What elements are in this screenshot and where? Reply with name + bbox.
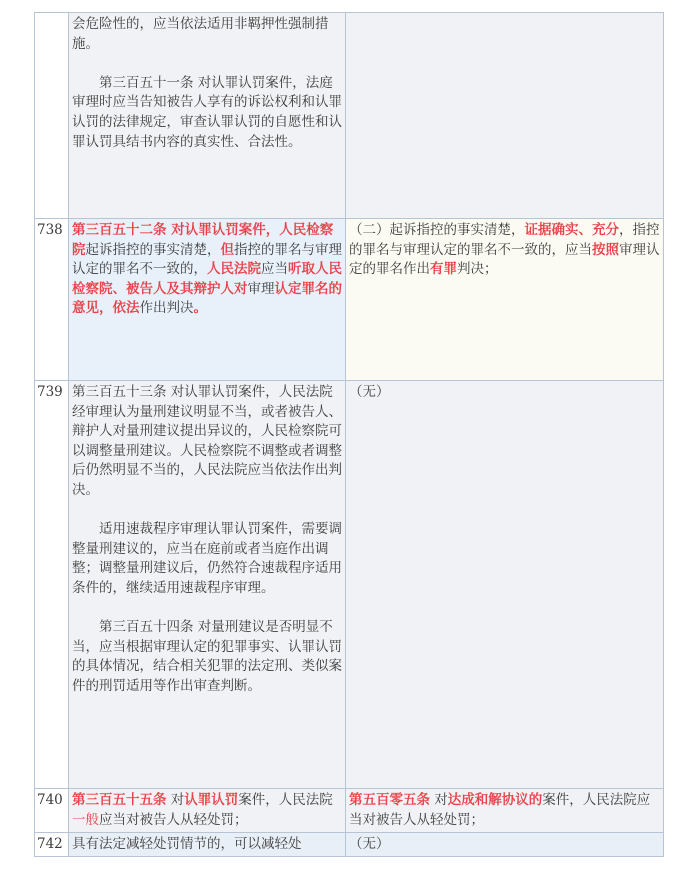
old-text-cell bbox=[69, 13, 346, 219]
old-text-cell: 具有法定减轻处罚情节的，可以减轻处 bbox=[69, 833, 346, 857]
old-text-cell bbox=[69, 381, 346, 789]
row-number: 742 bbox=[35, 833, 69, 857]
highlight-text: 证据确实、充分 bbox=[524, 222, 619, 238]
row-number: 739 bbox=[35, 381, 69, 789]
highlight-text: 有罪 bbox=[430, 261, 457, 278]
table-row bbox=[35, 789, 664, 833]
highlight-text: 但 bbox=[220, 241, 234, 258]
highlight-text: 按照 bbox=[592, 241, 619, 258]
law-comparison-table bbox=[34, 12, 664, 857]
text-segment: 对 bbox=[166, 792, 185, 808]
comparison-table-container bbox=[34, 12, 661, 857]
paragraph: 第三百五十一条 对认罪认罚案件，法庭审理时应当告知被告人享有的诉讼权利和认罪认罚的法律规定，审查认罪认罚的自愿性和认罪认罚具结书内容的真实性、合法性。 bbox=[72, 74, 342, 150]
highlight-text: 认罪认罚 bbox=[184, 792, 239, 808]
old-text-cell bbox=[69, 219, 346, 381]
row-number: 738 bbox=[35, 219, 69, 381]
table-row bbox=[35, 219, 664, 381]
highlight-text: 一般 bbox=[72, 811, 99, 828]
paragraph: 适用速裁程序审理认罪认罚案件，需要调整量刑建议的，应当在庭前或者当庭作出调整；调整量刑建议后，仍然符合速裁程序适用条件的，继续适用速裁程序审理。 bbox=[72, 521, 342, 596]
old-text-cell bbox=[69, 789, 346, 833]
table-row bbox=[35, 381, 664, 789]
new-text-cell: （无） bbox=[346, 381, 664, 789]
text-segment: 审理认定的罪名作出 bbox=[349, 241, 660, 278]
text-segment: 应当对被告人从轻处罚； bbox=[99, 811, 248, 828]
new-text-cell bbox=[346, 219, 664, 381]
text-segment: 判决； bbox=[457, 261, 498, 278]
highlight-text: 第三百五十二条 对认罪认罚案件，人民检察院 bbox=[72, 222, 334, 258]
table-row bbox=[35, 13, 664, 219]
new-text-cell bbox=[346, 13, 664, 219]
highlight-text: 第五百零五条 bbox=[349, 792, 430, 808]
text-segment: 对 bbox=[430, 792, 448, 808]
text-segment: 应当 bbox=[261, 261, 288, 278]
text-segment: 审理 bbox=[247, 280, 275, 297]
row-number bbox=[35, 13, 69, 219]
text-segment: 起诉指控的事实清楚， bbox=[389, 222, 525, 238]
highlight-text: 第三百五十五条 bbox=[72, 792, 167, 808]
text-segment: 起诉指控的事实清楚， bbox=[85, 241, 221, 258]
paragraph: 第三百五十四条 对量刑建议是否明显不当，应当根据审理认定的犯罪事实、认罪认罚的具体情况，结合相关犯罪的法定刑、类似案件的刑罚适用等作出审查判断。 bbox=[72, 619, 342, 694]
row-number: 740 bbox=[35, 789, 69, 833]
table-row bbox=[35, 833, 664, 857]
highlight-text: 认定罪名的意见，依法 bbox=[72, 280, 342, 317]
new-text-cell: （无） bbox=[346, 833, 664, 857]
paragraph: 会危险性的，应当依法适用非羁押性强制措施。 bbox=[72, 16, 329, 52]
highlight-text: 。 bbox=[193, 300, 207, 317]
new-text-cell bbox=[346, 789, 664, 833]
text-segment: 指控的罪名与审理认定的罪名不一致的， bbox=[72, 241, 342, 278]
text-segment: 案件，人民法院应当对被告人从轻处罚； bbox=[349, 792, 651, 828]
highlight-text: 听取人民检察院、被告人及其辩护人对 bbox=[72, 261, 342, 297]
text-segment: 作出判决 bbox=[139, 300, 194, 317]
paragraph: 第三百五十三条 对认罪认罚案件，人民法院经审理认为量刑建议明显不当，或者被告人、辩护人对量刑建议提出异议的，人民检察院可以调整量刑建议。人民检察院不调整或者调整后仍然明显不当的，人民法院应当依法作出判决。 bbox=[72, 384, 342, 498]
text-segment: ，指控的罪名与审理认定的罪名不一致的，应当 bbox=[349, 222, 660, 258]
highlight-text: 人民法院 bbox=[207, 261, 261, 278]
text-segment: （二） bbox=[349, 222, 390, 238]
highlight-text: 达成和解协议的 bbox=[447, 792, 543, 808]
text-segment: 案件，人民法院 bbox=[238, 792, 333, 808]
